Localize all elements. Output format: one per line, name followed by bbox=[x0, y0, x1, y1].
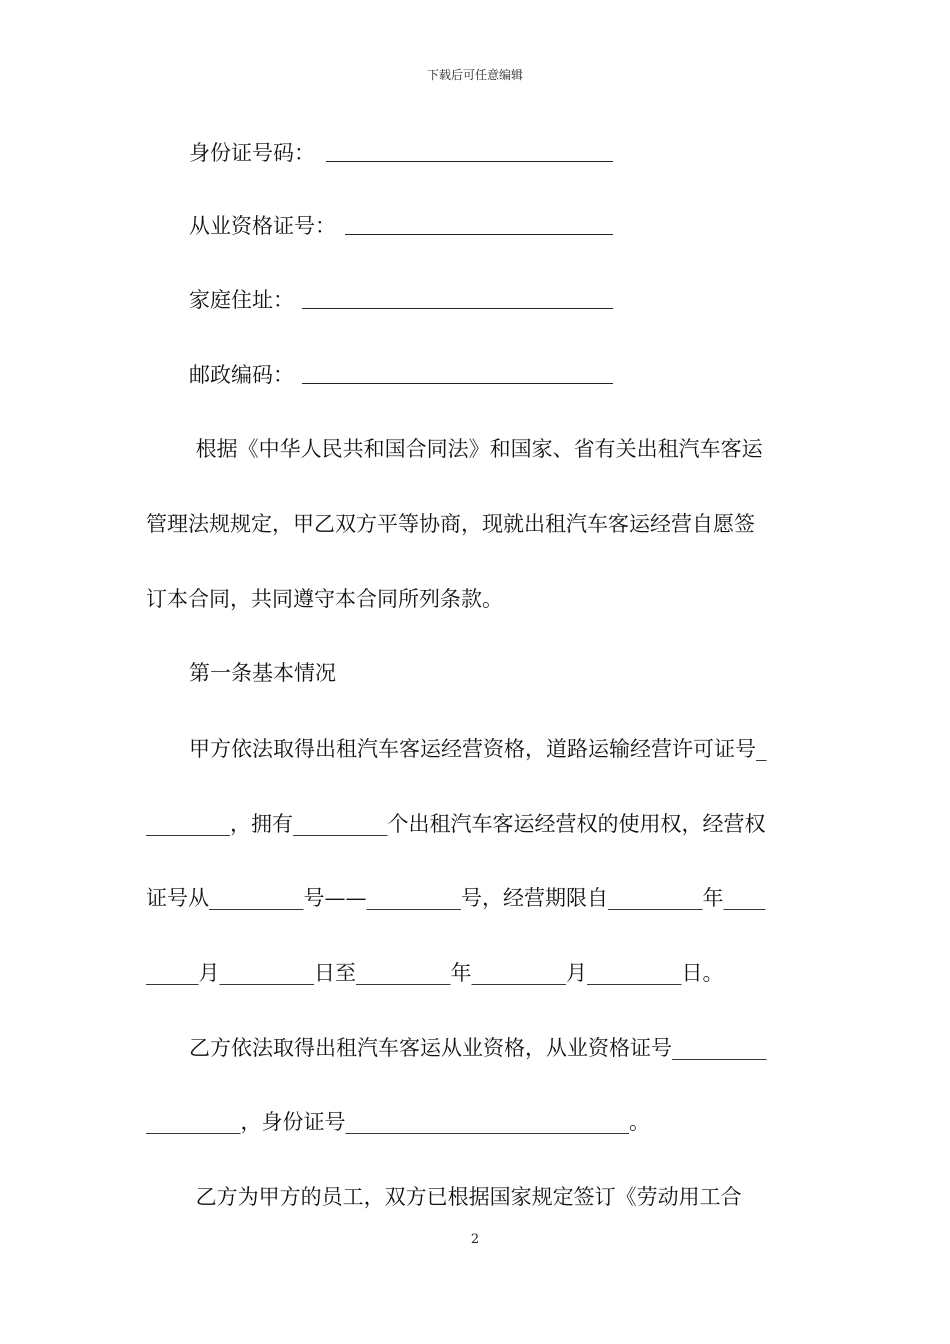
postal-code-label: 邮政编码： bbox=[189, 363, 294, 387]
page-header: 下载后可任意编辑 bbox=[426, 68, 523, 82]
party-b-line-2: _________，身份证号___________________________。 bbox=[146, 1110, 650, 1134]
home-address-blank bbox=[302, 308, 613, 309]
employment-line-1: 乙方为甲方的员工，双方已根据国家规定签订《劳动用工合 bbox=[189, 1185, 742, 1209]
home-address-label: 家庭住址： bbox=[189, 288, 294, 312]
id-number-label: 身份证号码： bbox=[189, 141, 315, 165]
postal-code-field bbox=[0, 361, 950, 445]
article-1-heading: 第一条基本情况 bbox=[189, 661, 336, 685]
party-a-line-3: 证号从_________号——_________号，经营期限自_________年____ bbox=[146, 886, 766, 910]
postal-code-blank bbox=[302, 383, 613, 384]
preamble-line-2: 管理法规规定，甲乙双方平等协商，现就出租汽车客运经营自愿签 bbox=[146, 512, 755, 536]
preamble-line-1: 根据《中华人民共和国合同法》和国家、省有关出租汽车客运 bbox=[189, 437, 763, 461]
party-a-line-4: _____月_________日至_________年_________月_________日。 bbox=[146, 961, 724, 985]
home-address-field bbox=[0, 286, 950, 370]
qualification-cert-blank bbox=[345, 234, 613, 235]
qualification-cert-field bbox=[0, 212, 950, 296]
page-number: 2 bbox=[470, 1232, 480, 1247]
party-b-line-1: 乙方依法取得出租汽车客运从业资格，从业资格证号_________ bbox=[189, 1036, 767, 1060]
qualification-cert-label: 从业资格证号： bbox=[189, 214, 336, 238]
party-a-line-1: 甲方依法取得出租汽车客运经营资格，道路运输经营许可证号_ bbox=[189, 737, 767, 761]
preamble-line-3: 订本合同，共同遵守本合同所列条款。 bbox=[146, 587, 503, 611]
id-number-blank bbox=[326, 161, 613, 162]
party-a-line-2: ________，拥有_________个出租汽车客运经营权的使用权，经营权 bbox=[146, 812, 766, 836]
id-number-field bbox=[0, 139, 950, 223]
